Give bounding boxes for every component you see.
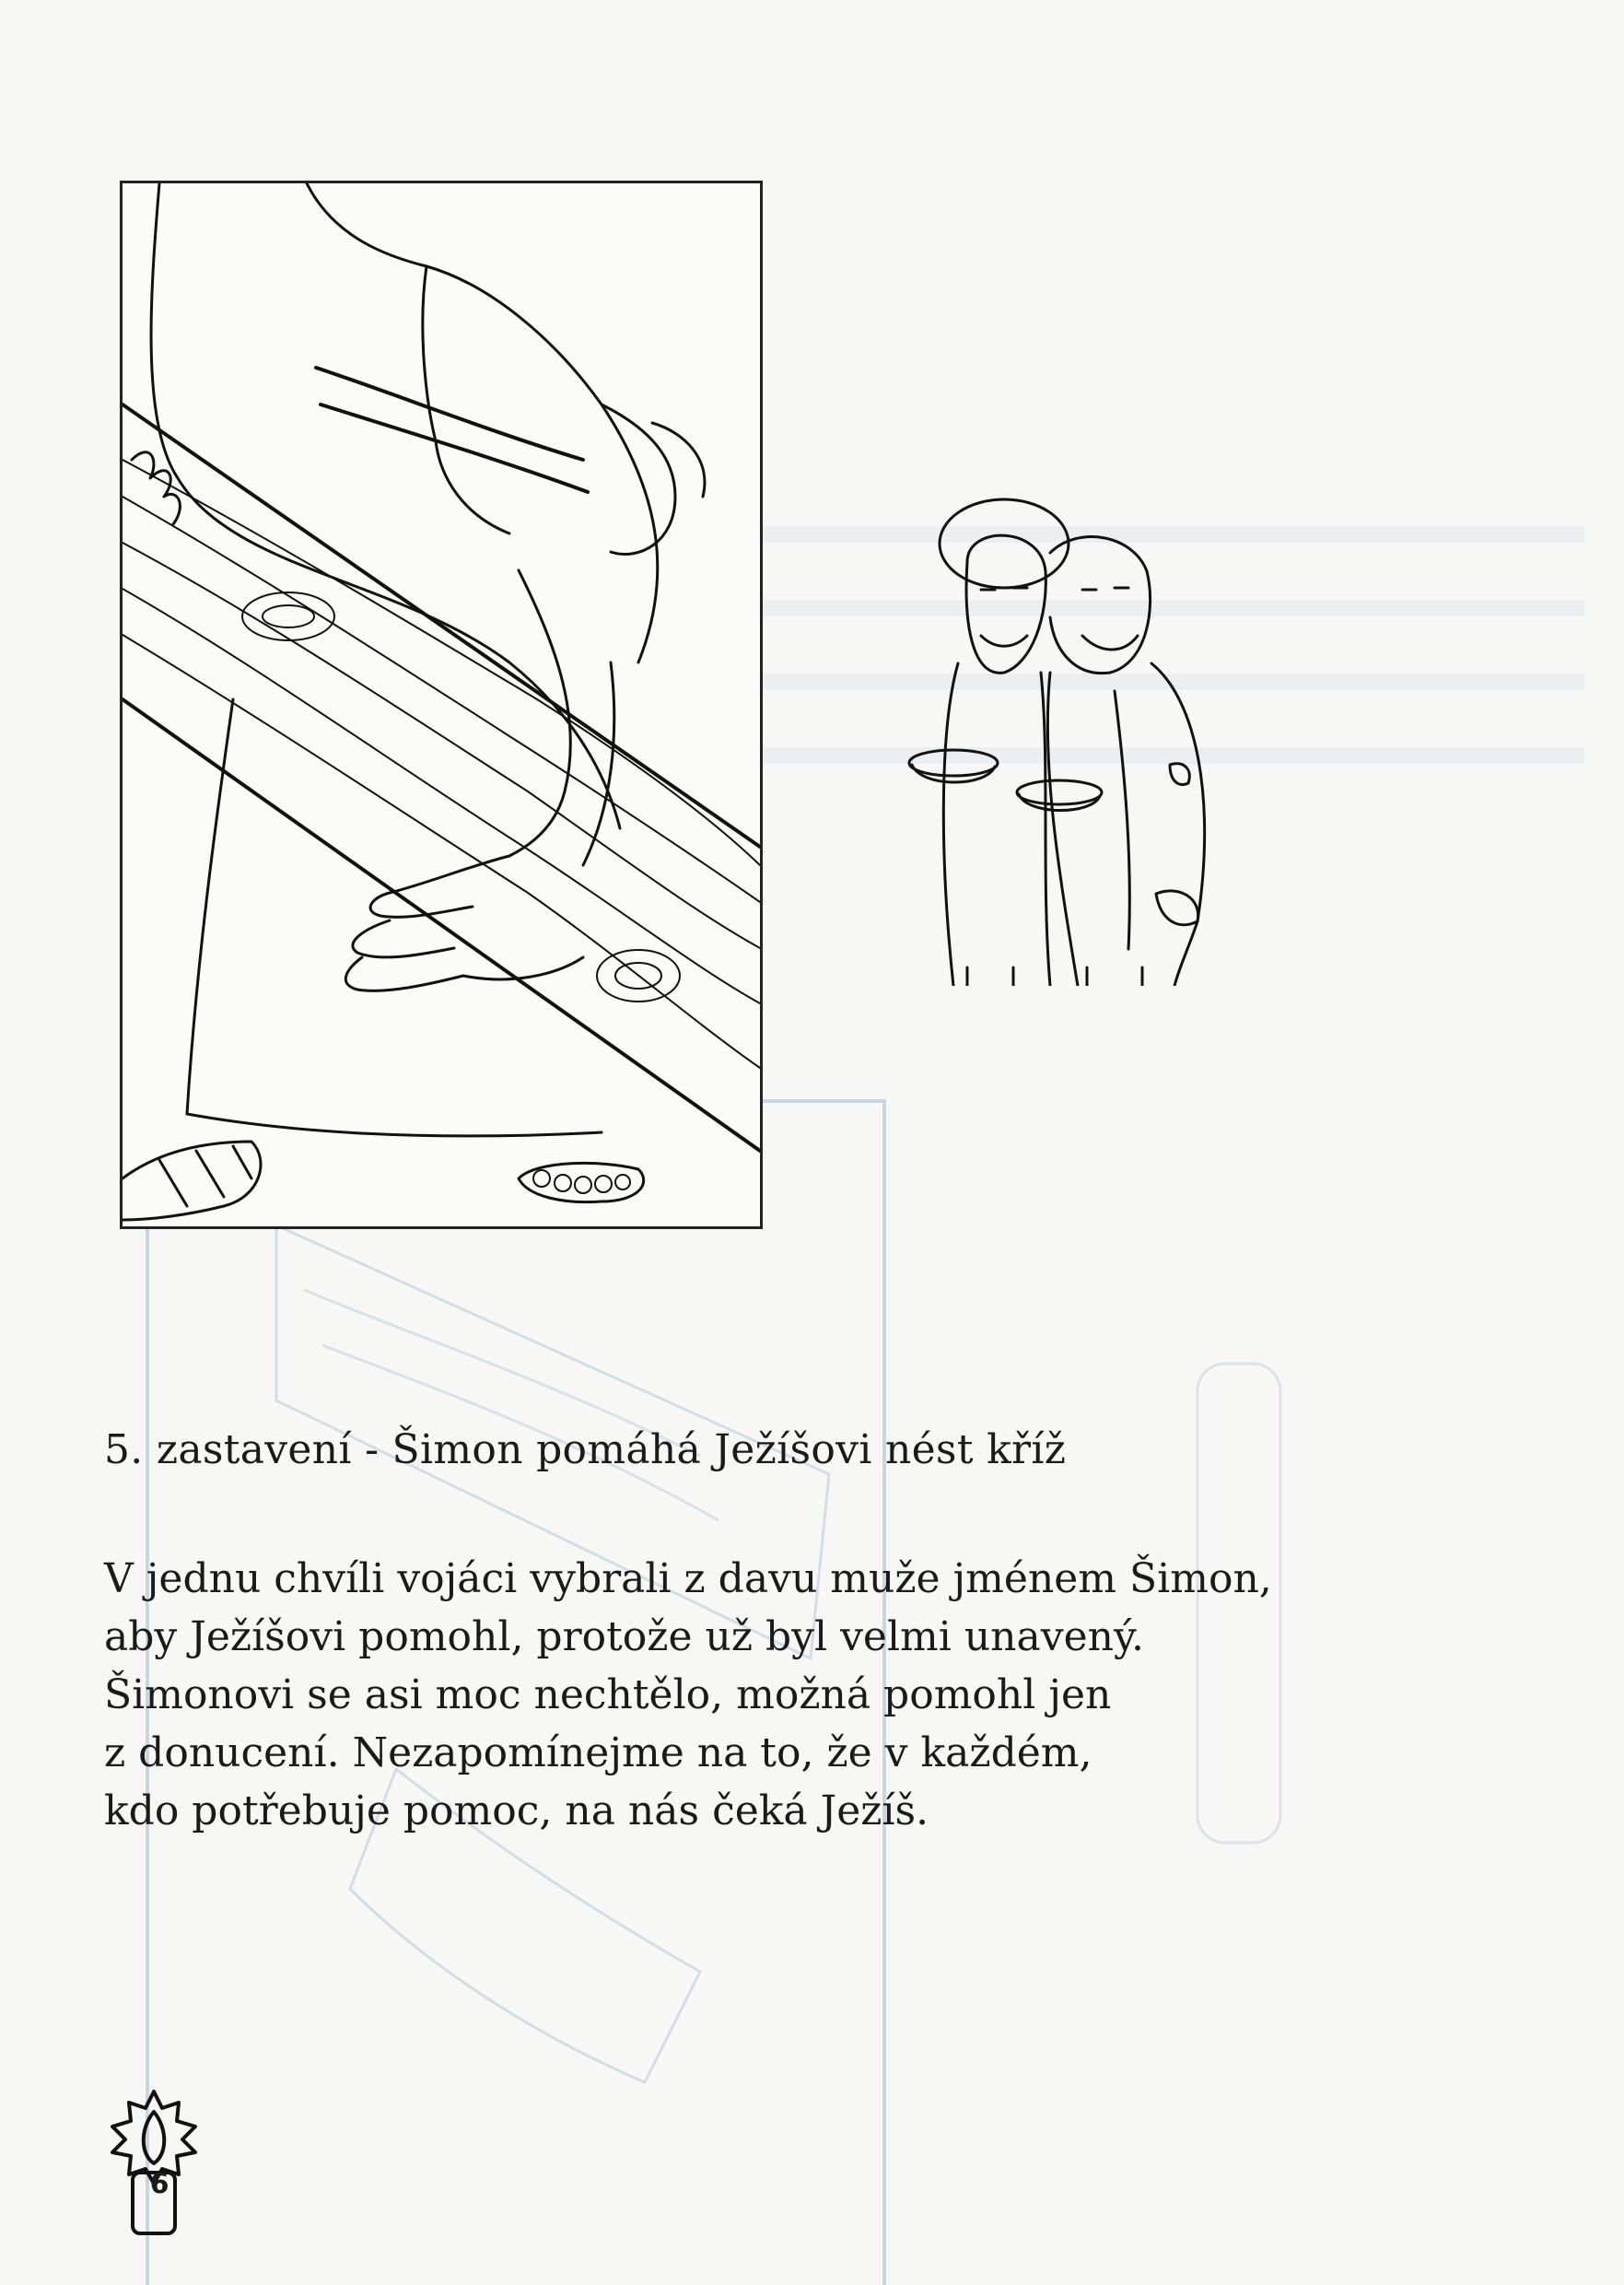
- candle-flame-icon: [99, 2084, 208, 2241]
- station-title: 5. zastavení - Šimon pomáhá Ježíšovi nést kříž: [104, 1426, 1067, 1473]
- cross-carrying-illustration: [120, 181, 763, 1229]
- description-line: aby Ježíšovi pomohl, protože už byl velmi unavený.: [104, 1613, 1144, 1660]
- description-line: Šimonovi se asi moc nechtělo, možná pomohl jen: [104, 1671, 1112, 1718]
- description-line: kdo potřebuje pomoc, na nás čeká Ježíš.: [104, 1787, 929, 1834]
- jesus-and-beggar-illustration: [903, 488, 1308, 986]
- description-line: z donucení. Nezapomínejme na to, že v každém,: [104, 1729, 1092, 1776]
- description-line: V jednu chvíli vojáci vybrali z davu muže jménem Šimon,: [104, 1555, 1272, 1602]
- station-description: [104, 1550, 1272, 1840]
- page-number: 6: [149, 2168, 169, 2200]
